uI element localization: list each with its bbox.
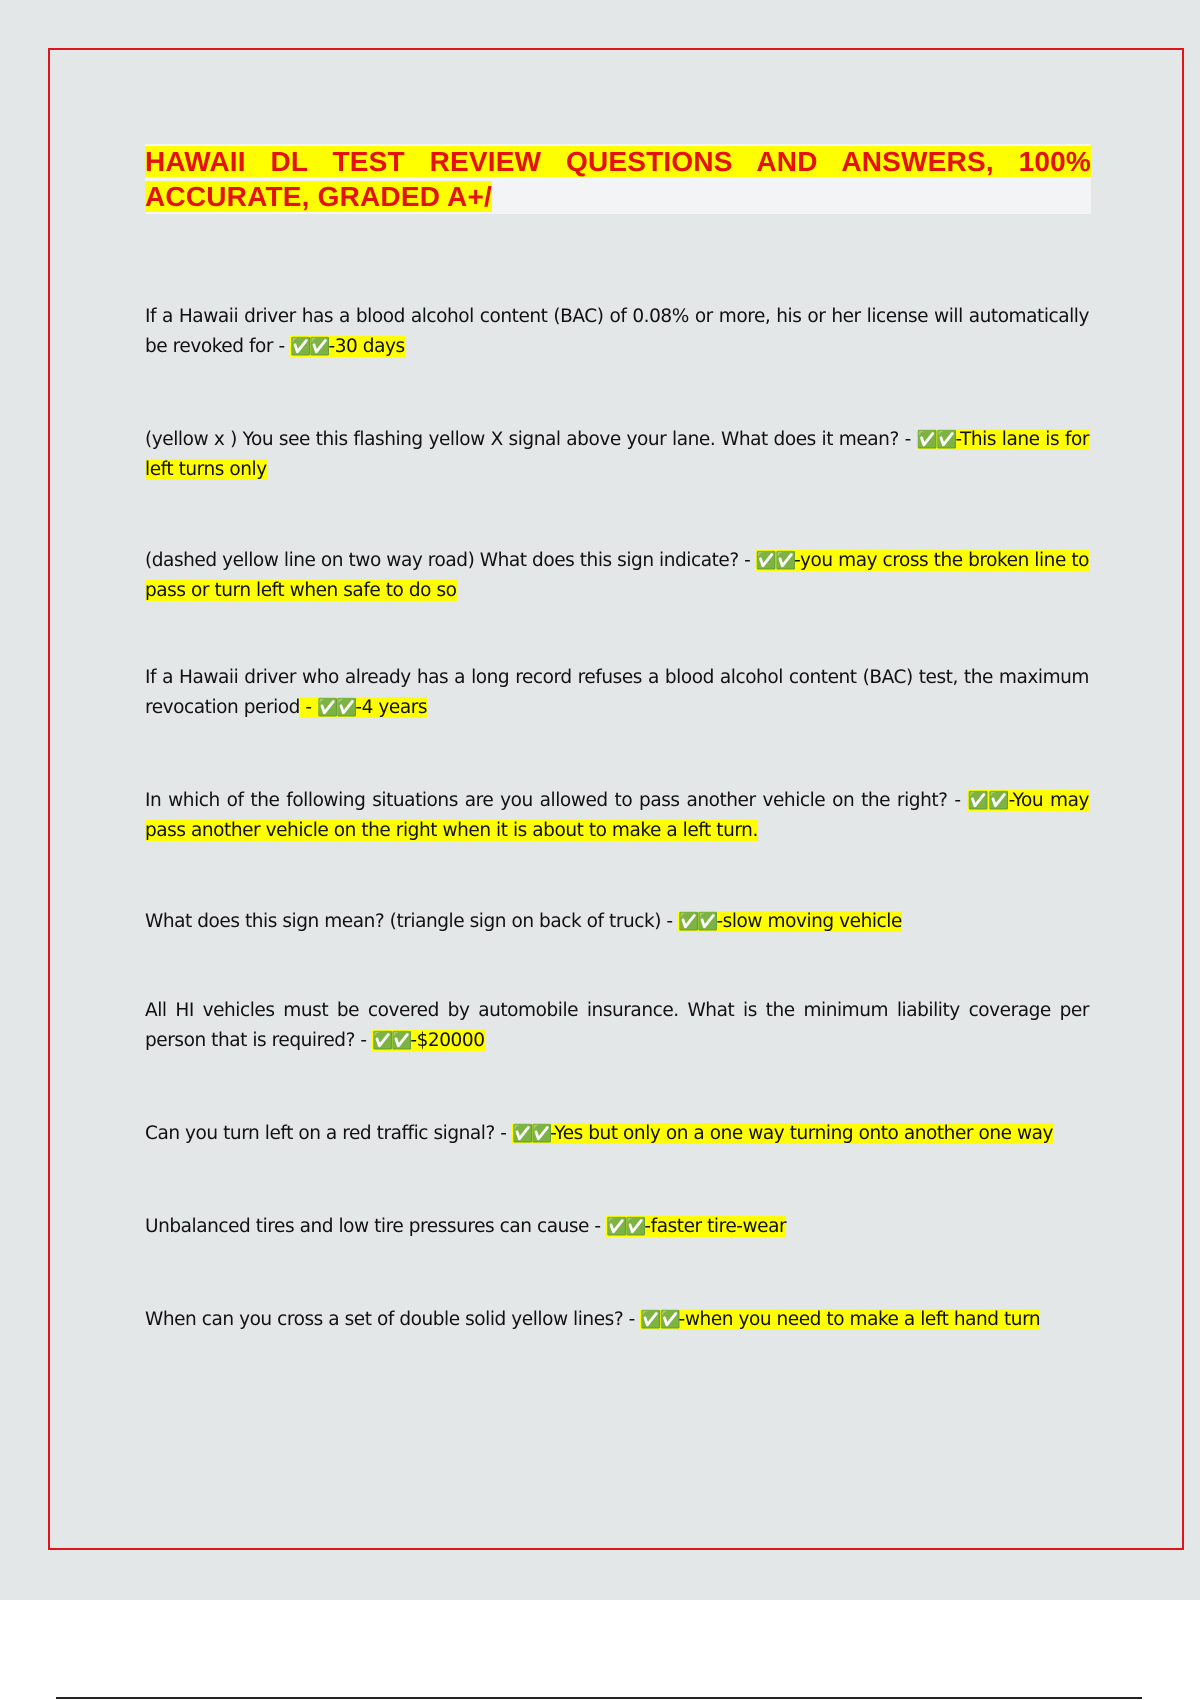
answer-value: -30 days (328, 336, 405, 357)
check-mark-icon: ✅✅ (755, 551, 795, 571)
answer-text (512, 1123, 1053, 1144)
qa-item-8 (145, 1119, 1089, 1149)
answer-value: -$20000 (410, 1030, 485, 1051)
qa-item-1 (145, 302, 1089, 362)
question-text: All HI vehicles must be covered by automobile insurance. What is the minimum liability coverage per person that is required? - (145, 1000, 1089, 1051)
answer-value: -Yes but only on a one way turning onto another one way (550, 1123, 1054, 1144)
question-text: When can you cross a set of double solid yellow lines? - (145, 1309, 641, 1330)
question-text: What does this sign mean? (triangle sign on back of truck) - (145, 911, 679, 932)
check-mark-icon: ✅✅ (290, 337, 329, 357)
answer-text (678, 911, 902, 932)
question-text: If a Hawaii driver has a blood alcohol content (BAC) of 0.08% or more, his or her license will automatically be revoked for - (145, 306, 1089, 357)
check-mark-icon: ✅✅ (317, 698, 356, 718)
answer-text (372, 1030, 485, 1051)
answer-value: -You may pass another vehicle on the right when it is about to make a left turn. (145, 790, 1089, 841)
qa-item-7 (145, 996, 1089, 1056)
answer-value: -This lane is for left turns only (145, 429, 1089, 480)
document-title-text: HAWAII DL TEST REVIEW QUESTIONS AND ANSWERS, 100% ACCURATE, GRADED A+/ (145, 146, 1091, 212)
footer-divider (56, 1697, 1142, 1699)
check-mark-icon: ✅✅ (606, 1217, 645, 1237)
answer-value: -slow moving vehicle (716, 911, 902, 932)
qa-item-3 (145, 546, 1089, 606)
qa-item-2 (145, 425, 1089, 485)
check-mark-icon: ✅✅ (916, 430, 956, 450)
question-text: Unbalanced tires and low tire pressures can cause - (145, 1216, 607, 1237)
answer-text: - ✅✅-4 years (299, 697, 428, 718)
question-text: (dashed yellow line on two way road) What does this sign indicate? - (145, 550, 756, 571)
answer-text (640, 1309, 1040, 1330)
qa-item-6 (145, 907, 1089, 937)
check-mark-icon: ✅✅ (967, 791, 1009, 811)
answer-value: -you may cross the broken line to pass or turn left when safe to do so (145, 550, 1089, 601)
qa-item-5 (145, 786, 1089, 846)
check-mark-icon: ✅✅ (640, 1310, 679, 1330)
qa-item-9 (145, 1212, 1089, 1242)
answer-value: -when you need to make a left hand turn (678, 1309, 1041, 1330)
question-text: Can you turn left on a red traffic signal? - (145, 1123, 512, 1144)
answer-text (606, 1216, 786, 1237)
answer-value: -faster tire-wear (644, 1216, 787, 1237)
question-text: (yellow x ) You see this flashing yellow X signal above your lane. What does it mean? - (145, 429, 917, 450)
answer-text (290, 336, 405, 357)
question-text: If a Hawaii driver who already has a long record refuses a blood alcohol content (BAC) test, the maximum revocation period (145, 667, 1089, 718)
question-text: In which of the following situations are you allowed to pass another vehicle on the right? - (145, 790, 968, 811)
answer-value: -4 years (355, 697, 428, 718)
qa-item-4 (145, 663, 1089, 723)
qa-item-10 (145, 1305, 1089, 1335)
check-mark-icon: ✅✅ (372, 1031, 411, 1051)
check-mark-icon: ✅✅ (511, 1124, 551, 1144)
check-mark-icon: ✅✅ (678, 912, 717, 932)
document-title (145, 144, 1091, 214)
